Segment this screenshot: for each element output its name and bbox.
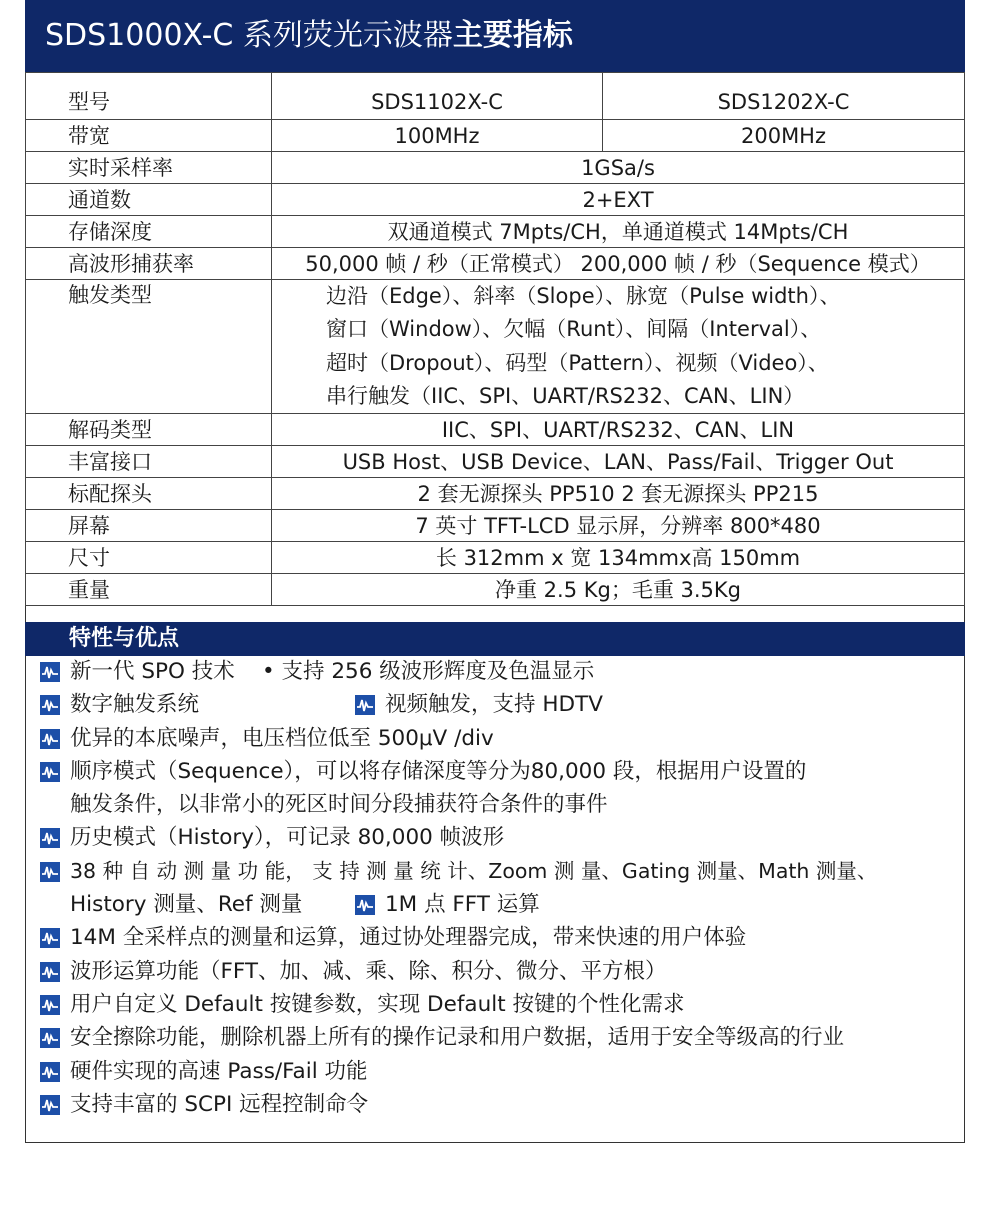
spec-label: 通道数 — [26, 184, 272, 216]
feature-text: 视频触发，支持 HDTV — [385, 692, 603, 718]
waveform-icon — [40, 862, 60, 882]
spec-row-capture-rate — [26, 248, 965, 280]
waveform-icon — [40, 1028, 60, 1048]
spec-value: 1GSa/s — [272, 152, 965, 184]
spec-value-multiline — [272, 280, 965, 414]
feature-continuation — [40, 788, 960, 821]
spec-row-channels — [26, 184, 965, 216]
spec-row-model — [26, 73, 965, 120]
feature-text: 支持丰富的 SCPI 远程控制命令 — [70, 1091, 369, 1117]
feature-text: 38 种 自 动 测 量 功 能， 支 持 测 量 统 计、Zoom 测 量、Gating 测量、Math 测量、 — [70, 858, 878, 883]
feature-item — [40, 921, 960, 954]
features-section-header — [25, 622, 965, 656]
trigger-line: 边沿（Edge）、斜率（Slope）、脉宽（Pulse width）、 — [326, 284, 841, 308]
feature-text: 顺序模式（Sequence），可以将存储深度等分为80,000 段，根据用户设置的 — [70, 758, 807, 784]
spec-label: 丰富接口 — [26, 446, 272, 478]
spec-value: 双通道模式 7Mpts/CH，单通道模式 14Mpts/CH — [272, 216, 965, 248]
feature-list — [40, 655, 960, 1121]
spec-label: 带宽 — [26, 120, 272, 152]
waveform-icon — [40, 995, 60, 1015]
feature-item — [40, 688, 960, 721]
spec-value: 2 套无源探头 PP510 2 套无源探头 PP215 — [272, 478, 965, 510]
feature-item — [40, 655, 960, 688]
spec-label: 高波形捕获率 — [26, 248, 272, 280]
waveform-icon — [40, 1095, 60, 1115]
waveform-icon — [40, 662, 60, 682]
page-title — [45, 18, 573, 54]
feature-item — [40, 755, 960, 788]
feature-item — [40, 988, 960, 1021]
spec-row-bandwidth — [26, 120, 965, 152]
spec-row-sample-rate — [26, 152, 965, 184]
feature-text: 用户自定义 Default 按键参数，实现 Default 按键的个性化需求 — [70, 991, 685, 1017]
spec-row-probes — [26, 478, 965, 510]
title-bold: 主要指标 — [452, 18, 573, 53]
section-title: 特性与优点 — [69, 626, 180, 651]
spec-value: 50,000 帧 / 秒（正常模式） 200,000 帧 / 秒（Sequence 模式） — [272, 248, 965, 280]
spec-row-weight — [26, 574, 965, 606]
feature-item — [40, 855, 960, 888]
page-header — [25, 0, 965, 72]
spec-row-memory — [26, 216, 965, 248]
spec-row-interfaces — [26, 446, 965, 478]
waveform-icon — [40, 695, 60, 715]
feature-item — [40, 1021, 960, 1054]
feature-text: 历史模式（History），可记录 80,000 帧波形 — [70, 825, 505, 851]
feature-continuation — [40, 888, 960, 921]
title-prefix: SDS1000X-C 系列荧光示波器 — [45, 18, 453, 53]
waveform-icon — [40, 762, 60, 782]
spec-value: 2+EXT — [272, 184, 965, 216]
feature-text: 数字触发系统 — [70, 692, 200, 718]
trigger-line: 串行触发（IIC、SPI、UART/RS232、CAN、LIN） — [326, 383, 805, 408]
spec-value: SDS1202X-C — [603, 73, 965, 120]
feature-text: 安全擦除功能，删除机器上所有的操作记录和用户数据，适用于安全等级高的行业 — [70, 1025, 845, 1051]
feature-text: 波形运算功能（FFT、加、减、乘、除、积分、微分、平方根） — [70, 958, 667, 984]
spec-row-screen — [26, 510, 965, 542]
spec-label: 屏幕 — [26, 510, 272, 542]
spec-label: 重量 — [26, 574, 272, 606]
trigger-line: 窗口（Window）、欠幅（Runt）、间隔（Interval）、 — [326, 317, 822, 342]
spec-label: 尺寸 — [26, 542, 272, 574]
spec-label: 标配探头 — [26, 478, 272, 510]
spec-label: 触发类型 — [26, 280, 272, 414]
spec-label: 存储深度 — [26, 216, 272, 248]
spec-value: 200MHz — [603, 120, 965, 152]
feature-text: 14M 全采样点的测量和运算，通过协处理器完成，带来快速的用户体验 — [70, 925, 747, 951]
feature-item — [40, 1055, 960, 1088]
waveform-icon — [355, 895, 375, 915]
spec-label: 实时采样率 — [26, 152, 272, 184]
feature-item — [40, 821, 960, 854]
feature-text: 优异的本底噪声，电压档位低至 500μV /div — [70, 725, 494, 751]
feature-text: History 测量、Ref 测量 — [70, 892, 303, 918]
spec-value: 净重 2.5 Kg；毛重 3.5Kg — [272, 574, 965, 606]
spec-row-decode — [26, 414, 965, 446]
feature-item — [40, 722, 960, 755]
feature-text: 硬件实现的高速 Pass/Fail 功能 — [70, 1058, 368, 1084]
spec-row-trigger — [26, 280, 965, 414]
waveform-icon — [40, 962, 60, 982]
feature-text: • 支持 256 级波形辉度及色温显示 — [262, 659, 595, 684]
spec-value: 100MHz — [272, 120, 603, 152]
spec-label: 型号 — [26, 73, 272, 120]
waveform-icon — [40, 1062, 60, 1082]
spec-value: IIC、SPI、UART/RS232、CAN、LIN — [272, 414, 965, 446]
waveform-icon — [40, 928, 60, 948]
spec-label: 解码类型 — [26, 414, 272, 446]
feature-text: 新一代 SPO 技术 — [70, 659, 235, 684]
spec-value: 7 英寸 TFT-LCD 显示屏，分辨率 800*480 — [272, 510, 965, 542]
spec-row-size — [26, 542, 965, 574]
spec-value: SDS1102X-C — [272, 73, 603, 120]
waveform-icon — [40, 729, 60, 749]
spec-value: USB Host、USB Device、LAN、Pass/Fail、Trigger Out — [272, 446, 965, 478]
feature-item — [40, 955, 960, 988]
trigger-line: 超时（Dropout）、码型（Pattern）、视频（Video）、 — [326, 350, 829, 375]
spec-table — [25, 72, 965, 606]
feature-item — [40, 1088, 960, 1121]
feature-text: 1M 点 FFT 运算 — [385, 892, 540, 918]
feature-text: 触发条件，以非常小的死区时间分段捕获符合条件的事件 — [70, 792, 608, 818]
spec-value: 长 312mm x 宽 134mmx高 150mm — [272, 542, 965, 574]
waveform-icon — [355, 695, 375, 715]
waveform-icon — [40, 828, 60, 848]
